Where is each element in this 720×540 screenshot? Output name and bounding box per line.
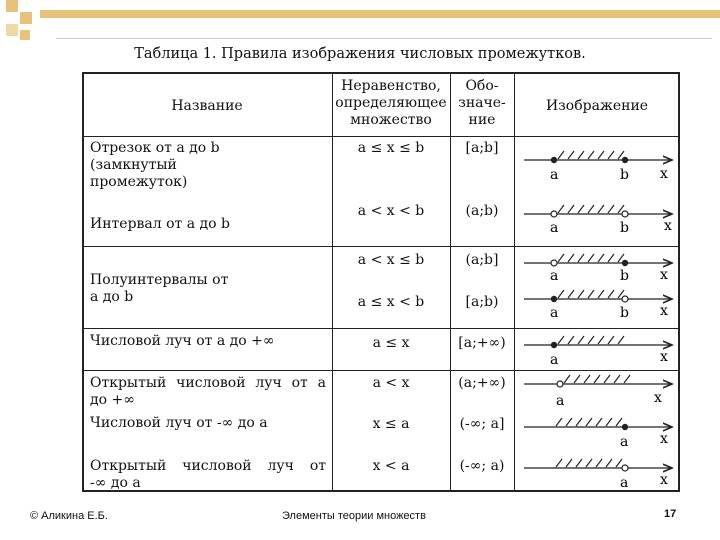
label-x: x bbox=[660, 472, 668, 488]
row-1-name-line-1: Отрезок от a до b bbox=[90, 140, 220, 156]
hatching bbox=[558, 336, 624, 344]
point-a-filled bbox=[551, 296, 557, 302]
hatching bbox=[558, 151, 624, 159]
hatching bbox=[556, 459, 622, 467]
row-8-notation: (-∞; a) bbox=[459, 458, 505, 474]
point-b-filled bbox=[622, 157, 628, 163]
label-b: b bbox=[620, 268, 629, 284]
hatching bbox=[558, 290, 624, 298]
row-divider-header bbox=[82, 136, 680, 137]
header-notation-line-2: значе- bbox=[458, 95, 506, 111]
row-divider-1 bbox=[82, 246, 680, 247]
row-2-notation: (a;b) bbox=[465, 203, 499, 219]
row-6-name bbox=[90, 375, 326, 409]
point-b-open bbox=[622, 296, 628, 302]
header-notation-line-1: Обо- bbox=[465, 78, 499, 94]
label-b: b bbox=[620, 305, 629, 321]
header-name: Название bbox=[171, 98, 243, 114]
point-b-filled bbox=[622, 260, 628, 266]
row-3-number-line bbox=[514, 250, 680, 290]
row-divider-2 bbox=[82, 328, 680, 329]
row-3-name-line-2: a до b bbox=[90, 289, 134, 305]
row-5-notation: [a;+∞) bbox=[458, 335, 506, 351]
row-divider-3 bbox=[82, 370, 680, 371]
label-x: x bbox=[654, 390, 662, 406]
header-inequality-line-3: множество bbox=[350, 112, 432, 128]
row-1-number-line bbox=[514, 142, 680, 186]
row-1-name bbox=[90, 140, 330, 191]
row-5-name-line-1: Числовой луч от a до +∞ bbox=[90, 333, 275, 349]
row-7-notation: (-∞; a] bbox=[459, 416, 505, 432]
label-a: a bbox=[556, 393, 565, 409]
row-7-name-line-1: Числовой луч от -∞ до a bbox=[90, 415, 268, 431]
point-a-open bbox=[551, 211, 557, 217]
hatching bbox=[558, 205, 624, 213]
row-8-inequality: x < a bbox=[372, 458, 410, 474]
corner-decoration bbox=[0, 0, 44, 44]
label-x: x bbox=[660, 166, 668, 182]
row-1-inequality: a ≤ x ≤ b bbox=[357, 140, 425, 156]
label-a: a bbox=[550, 352, 559, 368]
row-7-number-line bbox=[514, 414, 680, 452]
row-3-notation: (a;b] bbox=[465, 252, 499, 268]
label-x: x bbox=[660, 349, 668, 365]
header-inequality-line-2: определяющее bbox=[335, 95, 447, 111]
row-3-name-line-1: Полуинтервалы от bbox=[90, 272, 229, 288]
row-2-name-line-1: Интервал от a до b bbox=[90, 216, 230, 232]
hatching bbox=[558, 254, 624, 262]
footer-topic: Элементы теории множеств bbox=[282, 510, 426, 522]
row-7-name bbox=[90, 415, 330, 432]
row-1-name-line-3: промежуток) bbox=[90, 174, 188, 190]
header-notation-line-3: ние bbox=[468, 112, 496, 128]
header-notation bbox=[450, 78, 514, 129]
row-8-number-line bbox=[514, 456, 680, 492]
label-a: a bbox=[620, 475, 629, 491]
label-b: b bbox=[620, 220, 629, 236]
row-6-name-line-2: до +∞ bbox=[90, 392, 135, 408]
row-2-number-line bbox=[514, 198, 680, 242]
header-image: Изображение bbox=[545, 98, 649, 114]
point-a-filled bbox=[622, 424, 628, 430]
row-1-name-line-2: (замкнутый bbox=[90, 157, 177, 173]
label-x: x bbox=[660, 431, 668, 447]
row-6-name-line-1: Открытый числовой луч от a bbox=[90, 375, 326, 391]
label-x: x bbox=[660, 303, 668, 319]
row-6-number-line bbox=[514, 372, 680, 410]
row-6-inequality: a < x bbox=[372, 375, 410, 391]
label-x: x bbox=[664, 218, 672, 234]
row-5-name bbox=[90, 333, 330, 350]
point-a-filled bbox=[551, 157, 557, 163]
row-2-name bbox=[90, 216, 330, 233]
row-4-inequality: a ≤ x < b bbox=[357, 294, 425, 310]
label-a: a bbox=[550, 220, 559, 236]
row-4-number-line bbox=[514, 288, 680, 328]
row-8-name-line-2: -∞ до a bbox=[90, 475, 141, 491]
label-b: b bbox=[620, 167, 629, 183]
point-a-open bbox=[557, 381, 563, 387]
point-a-open bbox=[622, 465, 628, 471]
row-3-name bbox=[90, 272, 330, 306]
page-title: Таблица 1. Правила изображения числовых промежутков. bbox=[134, 46, 586, 62]
header-accent-bar bbox=[40, 10, 720, 18]
row-5-inequality: a ≤ x bbox=[372, 335, 410, 351]
footer-author: © Аликина Е.Б. bbox=[30, 510, 108, 522]
hatching bbox=[556, 418, 622, 426]
footer-page-number: 17 bbox=[664, 508, 677, 520]
row-6-notation: (a;+∞) bbox=[458, 375, 506, 391]
row-5-number-line bbox=[514, 333, 680, 369]
row-4-notation: [a;b) bbox=[465, 294, 499, 310]
row-1-notation: [a;b] bbox=[465, 140, 499, 156]
row-2-inequality: a < x < b bbox=[357, 203, 425, 219]
row-8-name bbox=[90, 458, 326, 492]
point-b-open bbox=[622, 211, 628, 217]
label-a: a bbox=[620, 434, 629, 450]
header-divider bbox=[56, 38, 712, 39]
label-a: a bbox=[550, 167, 559, 183]
hatching bbox=[564, 375, 630, 383]
point-a-open bbox=[551, 260, 557, 266]
label-a: a bbox=[550, 268, 559, 284]
row-8-name-line-1: Открытый числовой луч от bbox=[90, 458, 326, 474]
header-inequality-line-1: Неравенство, bbox=[341, 78, 441, 94]
header-inequality bbox=[332, 78, 450, 129]
point-a-filled bbox=[551, 342, 557, 348]
row-7-inequality: x ≤ a bbox=[372, 416, 410, 432]
label-a: a bbox=[550, 305, 559, 321]
row-3-inequality: a < x ≤ b bbox=[357, 252, 425, 268]
label-x: x bbox=[660, 267, 668, 283]
